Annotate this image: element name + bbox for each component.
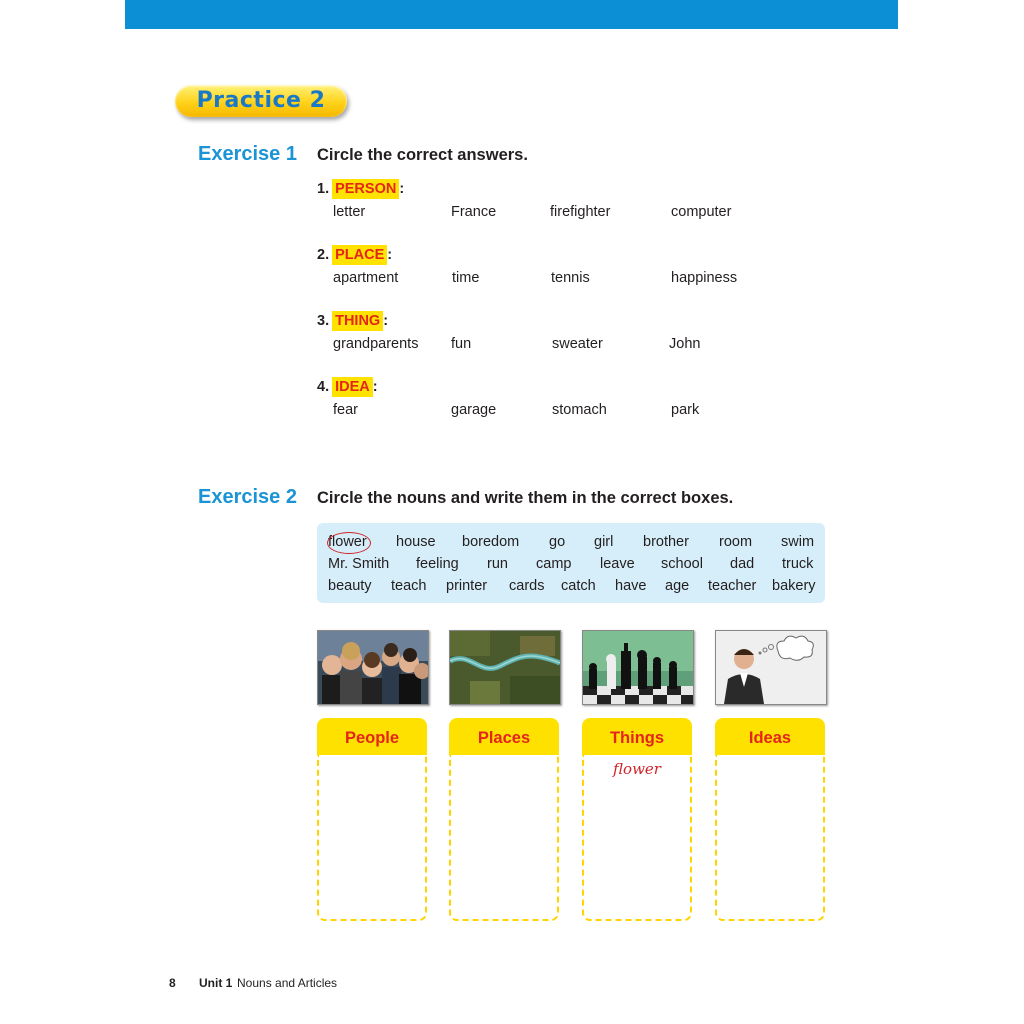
word-bank-word[interactable]: teach xyxy=(391,578,427,594)
answer-option[interactable]: letter xyxy=(333,204,366,220)
word-bank-word[interactable]: room xyxy=(719,534,753,550)
word-bank-word[interactable]: house xyxy=(396,534,436,550)
places-box xyxy=(449,718,559,921)
word-bank-word[interactable]: feeling xyxy=(416,556,459,572)
answer-option[interactable]: time xyxy=(452,270,480,286)
word-bank-word[interactable]: Mr. Smith xyxy=(328,556,390,572)
question-4-heading xyxy=(317,377,378,397)
category-tag-person: PERSON xyxy=(332,179,399,199)
category-tag-idea: IDEA xyxy=(332,377,373,397)
answer-option[interactable]: fear xyxy=(333,402,358,418)
word-bank-word[interactable]: school xyxy=(661,556,703,572)
word-bank-word[interactable]: catch xyxy=(561,578,596,594)
word-bank-word[interactable]: leave xyxy=(600,556,635,572)
answer-option[interactable]: park xyxy=(671,402,700,418)
word-bank-word[interactable]: brother xyxy=(643,534,689,550)
word-bank-word[interactable]: swim xyxy=(781,534,815,550)
question-number: 1. xyxy=(317,181,330,197)
chess-pieces-photo xyxy=(582,630,694,705)
exercise-2-instruction: Circle the nouns and write them in the correct boxes. xyxy=(317,489,734,507)
word-bank-word[interactable]: printer xyxy=(446,578,488,594)
question-colon: : xyxy=(372,379,378,395)
answer-option[interactable]: stomach xyxy=(552,402,607,418)
question-colon: : xyxy=(387,247,393,263)
word-bank-word[interactable]: bakery xyxy=(772,578,816,594)
question-number: 4. xyxy=(317,379,330,395)
footer-unit-title: Nouns and Articles xyxy=(237,976,338,990)
ideas-box xyxy=(715,718,825,921)
word-bank-word[interactable]: truck xyxy=(782,556,814,572)
word-bank-word[interactable]: camp xyxy=(536,556,572,572)
people-box xyxy=(317,718,427,921)
things-box xyxy=(582,718,692,921)
group-of-people-photo xyxy=(317,630,429,705)
word-bank-word[interactable]: go xyxy=(549,534,566,550)
word-bank-word[interactable]: run xyxy=(487,556,508,572)
category-tag-thing: THING xyxy=(332,311,383,331)
answer-option[interactable]: garage xyxy=(451,402,497,418)
question-number: 2. xyxy=(317,247,330,263)
answer-option[interactable]: grandparents xyxy=(333,336,419,352)
question-colon: : xyxy=(399,181,405,197)
answer-option[interactable]: firefighter xyxy=(550,204,611,220)
ideas-box-answer-area[interactable] xyxy=(715,755,825,921)
answer-option[interactable]: France xyxy=(451,204,497,220)
answer-option[interactable]: tennis xyxy=(551,270,590,286)
aerial-landscape-photo xyxy=(449,630,561,705)
places-box-answer-area[interactable] xyxy=(449,755,559,921)
word-bank-word[interactable]: teacher xyxy=(708,578,757,594)
question-number: 3. xyxy=(317,313,330,329)
word-bank-word[interactable]: cards xyxy=(509,578,545,594)
exercise-1-label: Exercise 1 xyxy=(198,143,297,165)
thinking-man-photo xyxy=(715,630,827,705)
practice-title: Practice 2 xyxy=(175,85,347,117)
answer-option[interactable]: apartment xyxy=(333,270,399,286)
word-bank-word[interactable]: boredom xyxy=(462,534,520,550)
answer-option[interactable]: John xyxy=(669,336,701,352)
word-bank-word[interactable]: age xyxy=(665,578,690,594)
exercise-1-instruction: Circle the correct answers. xyxy=(317,146,528,164)
answer-option[interactable]: fun xyxy=(451,336,472,352)
answer-option[interactable]: sweater xyxy=(552,336,603,352)
things-box-written: flower xyxy=(613,760,661,778)
category-tag-place: PLACE xyxy=(332,245,387,265)
word-bank-word[interactable]: have xyxy=(615,578,647,594)
footer-unit: Unit 1 xyxy=(199,976,233,990)
things-box-answer-area[interactable] xyxy=(582,755,692,921)
question-1-heading xyxy=(317,179,404,199)
answer-option[interactable]: happiness xyxy=(671,270,738,286)
question-3-heading xyxy=(317,311,388,331)
answer-option[interactable]: computer xyxy=(671,204,732,220)
people-box-answer-area[interactable] xyxy=(317,755,427,921)
page-number: 8 xyxy=(169,976,176,990)
ideas-box-title: Ideas xyxy=(715,718,825,755)
circled-answer-mark xyxy=(327,532,371,554)
places-box-title: Places xyxy=(449,718,559,755)
question-colon: : xyxy=(383,313,389,329)
exercise-2-label: Exercise 2 xyxy=(198,486,297,508)
word-bank-word[interactable]: girl xyxy=(594,534,614,550)
word-bank-word[interactable]: dad xyxy=(730,556,755,572)
word-bank-word[interactable]: flower xyxy=(328,534,367,550)
people-box-title: People xyxy=(317,718,427,755)
things-box-title: Things xyxy=(582,718,692,755)
question-2-heading xyxy=(317,245,392,265)
word-bank-word[interactable]: beauty xyxy=(328,578,372,594)
top-banner xyxy=(125,0,898,29)
